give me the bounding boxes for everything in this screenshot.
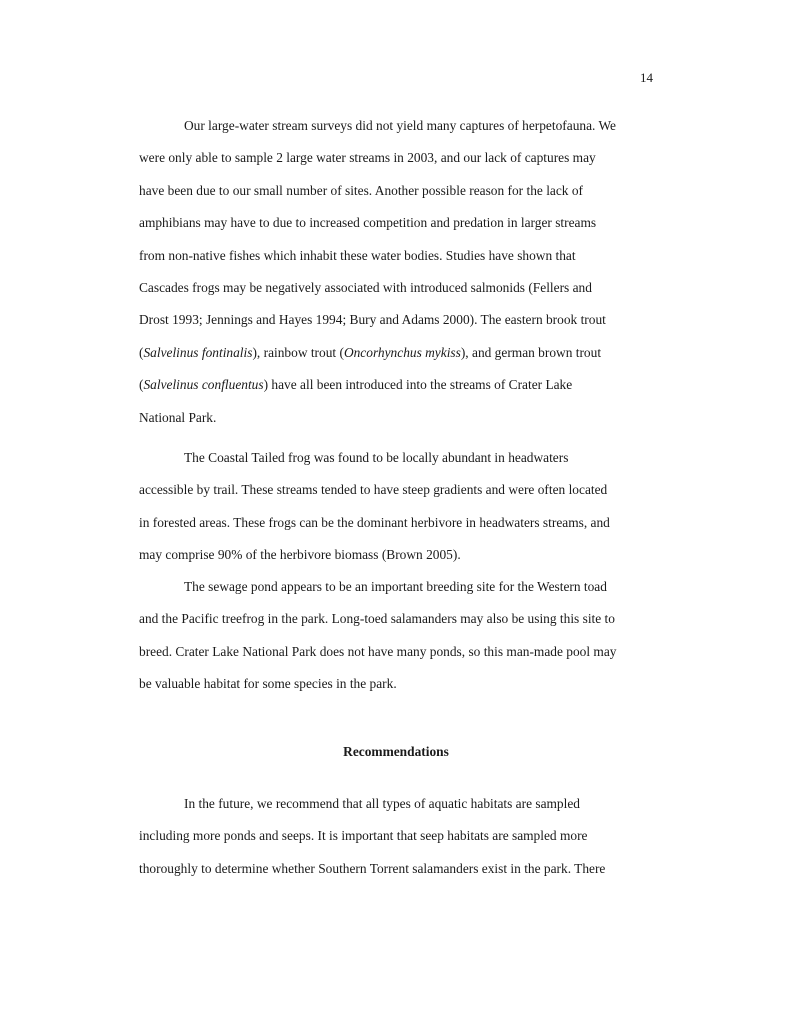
paragraph-coastal-tailed-frog: [139, 442, 663, 572]
text-run: ), and german brown trout: [460, 344, 602, 360]
text-line: accessible by trail. These streams tended to have steep gradients and were often located: [139, 482, 608, 498]
text-line: breed. Crater Lake National Park does not have many ponds, so this man-made pool may: [139, 643, 617, 659]
text-line: The Coastal Tailed frog was found to be locally abundant in headwaters: [184, 450, 569, 465]
text-line: have been due to our small number of sites. Another possible reason for the lack of: [139, 182, 584, 198]
text-line: Drost 1993; Jennings and Hayes 1994; Bury and Adams 2000). The eastern brook trout: [139, 312, 606, 328]
text-line: In the future, we recommend that all types of aquatic habitats are sampled: [184, 796, 580, 811]
text-line: thoroughly to determine whether Southern Torrent salamanders exist in the park. There: [139, 860, 606, 876]
species-name-brown-trout: Salvelinus confluentus: [143, 377, 264, 393]
text-line: from non-native fishes which inhabit these water bodies. Studies have shown that: [139, 247, 576, 263]
paragraph-sewage-pond: [139, 571, 663, 701]
text-line: Cascades frogs may be negatively associated with introduced salmonids (Fellers and: [139, 279, 592, 295]
text-line: amphibians may have to due to increased competition and predation in larger streams: [139, 215, 597, 231]
text-line: and the Pacific treefrog in the park. Long-toed salamanders may also be using this site to: [139, 611, 615, 627]
text-run: ) have all been introduced into the streams of Crater Lake: [263, 377, 573, 393]
species-name-brook-trout: Salvelinus fontinalis: [143, 344, 253, 360]
text-line: Our large-water stream surveys did not yield many captures of herpetofauna. We: [184, 118, 616, 133]
text-run: ), rainbow trout (: [252, 344, 344, 360]
text-line: were only able to sample 2 large water streams in 2003, and our lack of captures may: [139, 150, 596, 166]
text-run: (: [139, 344, 144, 360]
text-line: may comprise 90% of the herbivore biomass (Brown 2005).: [139, 547, 461, 563]
paragraph-large-water-streams: [139, 110, 663, 434]
text-run: (: [139, 377, 144, 393]
page-number: 14: [640, 70, 653, 85]
text-line: [139, 369, 663, 401]
text-line: National Park.: [139, 409, 217, 425]
text-line: [139, 337, 663, 369]
text-line: in forested areas. These frogs can be the dominant herbivore in headwaters streams, and: [139, 514, 610, 530]
species-name-rainbow-trout: Oncorhynchus mykiss: [343, 344, 461, 360]
paragraph-recommendations: [139, 788, 663, 885]
text-line: be valuable habitat for some species in the park.: [139, 676, 397, 692]
section-heading: Recommendations: [343, 744, 449, 759]
text-line: including more ponds and seeps. It is important that seep habitats are sampled more: [139, 828, 588, 844]
text-line: The sewage pond appears to be an important breeding site for the Western toad: [184, 579, 607, 594]
